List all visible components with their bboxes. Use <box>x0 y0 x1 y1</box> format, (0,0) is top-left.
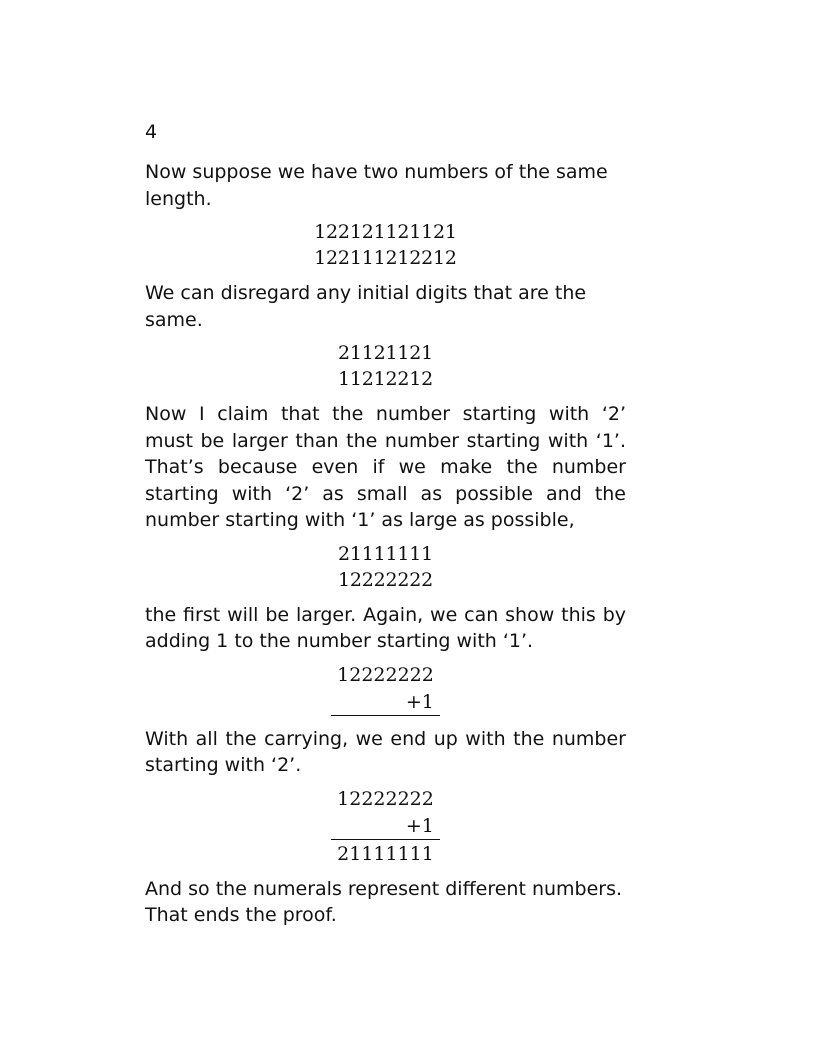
number-line: 122111212212 <box>314 247 457 269</box>
paragraph-claim: Now I claim that the number starting with ‘2’ must be larger than the number starting with ‘1’. That’s because even if we make the number starting with ‘2’ as small as possible and the number starting with ‘1’ as large as possible, <box>145 403 626 531</box>
paragraph-intro: Now suppose we have two numbers of the same length. <box>145 161 608 210</box>
addition-top: 12222222 <box>337 787 434 810</box>
paragraph-first-larger: the first will be larger. Again, we can show this by adding 1 to the number starting with ‘1’. <box>145 603 626 652</box>
number-line: 122121121121 <box>314 221 457 243</box>
paragraph-conclusion: And so the numerals represent different numbers. That ends the proof. <box>145 877 623 926</box>
number-pair-2 <box>145 340 626 392</box>
addition-top: 12222222 <box>337 663 434 686</box>
addition-2 <box>145 786 626 867</box>
addition-1 <box>145 662 626 717</box>
number-pair-3 <box>145 541 626 593</box>
document-page <box>145 119 626 929</box>
paragraph-disregard: We can disregard any initial digits that are the same. <box>145 282 587 331</box>
number-line: 21111111 <box>337 542 434 565</box>
addition-result: 21111111 <box>337 842 434 865</box>
number-pair-1 <box>145 219 626 271</box>
number-line: 21121121 <box>337 342 434 364</box>
page-number: 4 <box>145 121 158 143</box>
addition-addend: +1 <box>331 689 440 716</box>
paragraph-carrying: With all the carrying, we end up with the number starting with ‘2’. <box>145 727 626 776</box>
number-line: 11212212 <box>337 368 434 390</box>
number-line: 12222222 <box>337 568 434 591</box>
addition-addend: +1 <box>331 813 440 840</box>
